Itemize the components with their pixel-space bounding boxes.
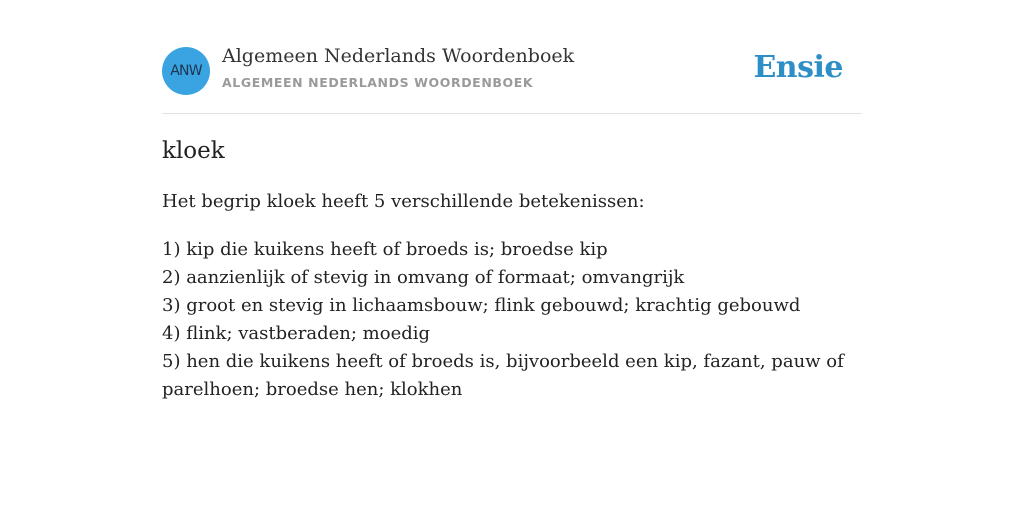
source-subtitle: ALGEMEEN NEDERLANDS WOORDENBOEK [222, 75, 534, 90]
source-header [162, 0, 862, 114]
definition-item: 2) aanzienlijk of stevig in omvang of formaat; omvangrijk [162, 267, 685, 288]
entry-word: kloek [162, 138, 225, 164]
definition-list [162, 236, 862, 404]
entry-intro: Het begrip kloek heeft 5 verschillende betekenissen: [162, 191, 645, 212]
source-title[interactable]: Algemeen Nederlands Woordenboek [222, 45, 575, 67]
source-logo-text: ANW [170, 63, 202, 79]
definition-item: 4) flink; vastberaden; moedig [162, 323, 431, 344]
definition-item: 1) kip die kuikens heeft of broeds is; broedse kip [162, 239, 608, 260]
definition-item: 5) hen die kuikens heeft of broeds is, bijvoorbeeld een kip, fazant, pauw of parelhoen; broedse hen; klokhen [162, 351, 844, 400]
source-logo-icon[interactable] [162, 47, 210, 95]
brand-logo[interactable]: Ensie [753, 50, 843, 85]
definition-item: 3) groot en stevig in lichaamsbouw; flink gebouwd; krachtig gebouwd [162, 295, 801, 316]
entry-card [162, 0, 862, 400]
